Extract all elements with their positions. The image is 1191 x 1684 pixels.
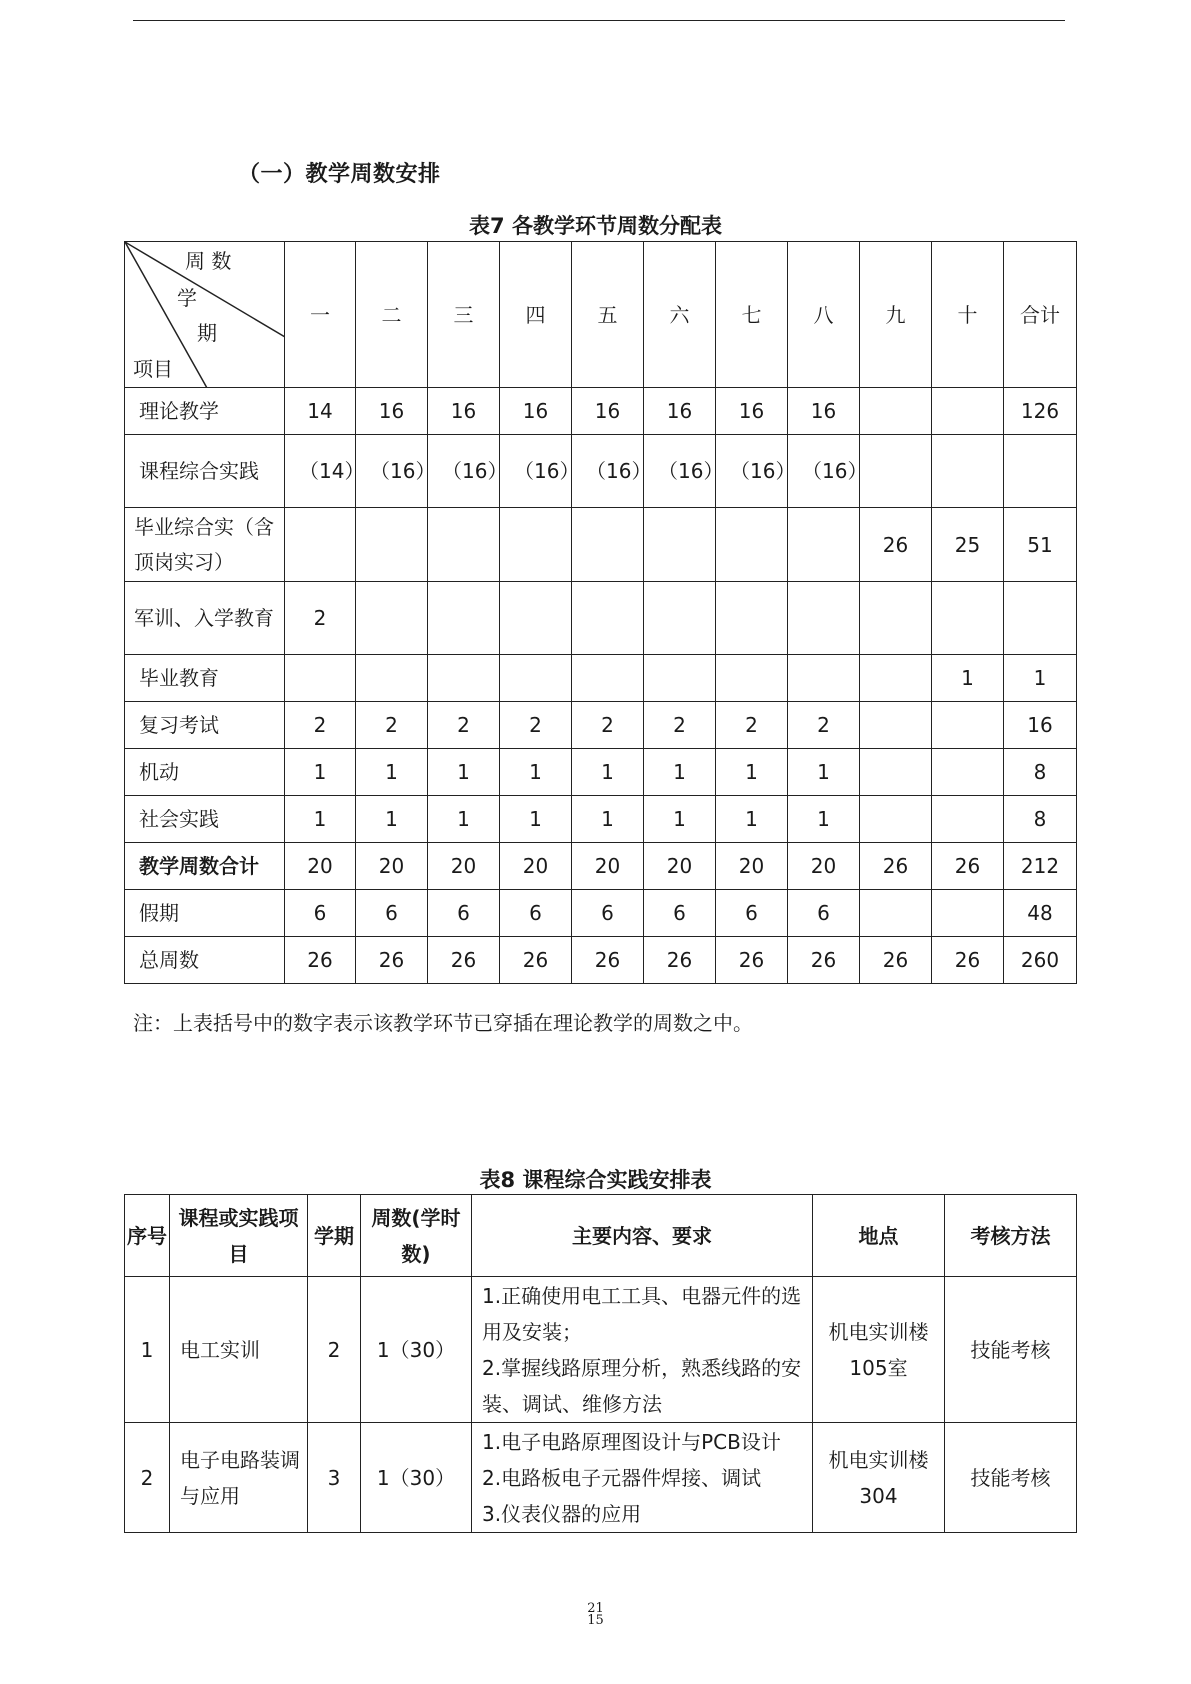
table-cell: 26 (644, 937, 716, 984)
table-cell: 2 (285, 702, 356, 749)
table7 (124, 241, 1077, 984)
table-cell: （14） (285, 435, 356, 508)
table-row (125, 508, 1077, 582)
cell-term: 2 (308, 1277, 361, 1423)
table-cell: 20 (428, 843, 500, 890)
cell-place: 机电实训楼105室 (813, 1277, 945, 1423)
cell-weeks: 1（30） (361, 1423, 472, 1533)
row-label: 机动 (125, 749, 285, 796)
page-number-top: 21 (587, 1601, 604, 1616)
header-course: 课程或实践项目 (170, 1195, 308, 1277)
table7-header-row (125, 242, 1077, 388)
table-cell: 1 (572, 749, 644, 796)
table-cell: 1 (716, 749, 788, 796)
table-row (125, 937, 1077, 984)
table-cell: 16 (500, 388, 572, 435)
table-cell: （16） (716, 435, 788, 508)
table-cell (356, 508, 428, 582)
table-cell: 2 (285, 582, 356, 655)
table-cell: 1 (285, 796, 356, 843)
table-cell (285, 508, 356, 582)
table-cell: 26 (932, 937, 1004, 984)
table-cell: 126 (1004, 388, 1077, 435)
table-cell: 16 (572, 388, 644, 435)
row-label: 毕业综合实（含顶岗实习） (125, 508, 285, 582)
corner-label-item: 项目 (133, 357, 173, 381)
table-cell: 1 (644, 796, 716, 843)
table-cell: 1 (500, 749, 572, 796)
header-content: 主要内容、要求 (472, 1195, 813, 1277)
table-cell: 26 (860, 843, 932, 890)
table-cell (356, 655, 428, 702)
table-cell (860, 388, 932, 435)
cell-seq: 1 (125, 1277, 170, 1423)
table-cell: 6 (572, 890, 644, 937)
table-cell: 20 (716, 843, 788, 890)
table-row (125, 1423, 1077, 1533)
col-header: 二 (356, 242, 428, 388)
table8-caption: 表8 课程综合实践安排表 (479, 1168, 712, 1192)
table-cell (932, 435, 1004, 508)
table-cell: 1 (356, 749, 428, 796)
table-cell: 16 (428, 388, 500, 435)
table-cell: 20 (788, 843, 860, 890)
header-exam: 考核方法 (945, 1195, 1077, 1277)
table-cell: 6 (644, 890, 716, 937)
page-number (0, 1603, 1191, 1627)
table-cell: 51 (1004, 508, 1077, 582)
table-cell (428, 508, 500, 582)
table7-note: 注：上表括号中的数字表示该教学环节已穿插在理论教学的周数之中。 (133, 1011, 753, 1035)
table-cell (860, 796, 932, 843)
row-label: 课程综合实践 (125, 435, 285, 508)
row-label: 社会实践 (125, 796, 285, 843)
table-cell: （16） (356, 435, 428, 508)
table-cell (644, 655, 716, 702)
table-cell (1004, 435, 1077, 508)
table-cell (356, 582, 428, 655)
table-row (125, 702, 1077, 749)
table-cell: 26 (716, 937, 788, 984)
header-place: 地点 (813, 1195, 945, 1277)
table-cell: 16 (788, 388, 860, 435)
content-line: 1.电子电路原理图设计与PCB设计 (482, 1429, 781, 1454)
cell-place: 机电实训楼304 (813, 1423, 945, 1533)
table-cell: 26 (356, 937, 428, 984)
table-cell: 6 (428, 890, 500, 937)
table-cell: 212 (1004, 843, 1077, 890)
cell-seq: 2 (125, 1423, 170, 1533)
table-cell: 6 (788, 890, 860, 937)
table-cell: （16） (788, 435, 860, 508)
table-cell: 2 (644, 702, 716, 749)
table-cell: （16） (428, 435, 500, 508)
table-cell: 6 (716, 890, 788, 937)
table-cell (860, 749, 932, 796)
corner-label-qi: 期 (197, 321, 217, 345)
table-row (125, 388, 1077, 435)
table-cell (788, 582, 860, 655)
row-label: 理论教学 (125, 388, 285, 435)
row-label: 假期 (125, 890, 285, 937)
table-cell (428, 582, 500, 655)
table-cell: 1 (788, 796, 860, 843)
table-cell (500, 582, 572, 655)
table-row (125, 1277, 1077, 1423)
cell-content (472, 1423, 813, 1533)
row-label: 教学周数合计 (125, 843, 285, 890)
table-cell (572, 655, 644, 702)
table-cell (860, 655, 932, 702)
table-cell: 1 (788, 749, 860, 796)
col-header: 六 (644, 242, 716, 388)
table-cell: 20 (572, 843, 644, 890)
corner-label-xue: 学 (177, 286, 197, 310)
corner-label-weeks: 周 数 (185, 249, 232, 273)
cell-exam: 技能考核 (945, 1277, 1077, 1423)
header-term: 学期 (308, 1195, 361, 1277)
table-cell (788, 655, 860, 702)
table-cell: 26 (788, 937, 860, 984)
col-header: 七 (716, 242, 788, 388)
col-header: 九 (860, 242, 932, 388)
table-cell: 2 (428, 702, 500, 749)
table-cell: 26 (572, 937, 644, 984)
row-label: 毕业教育 (125, 655, 285, 702)
table7-corner-cell (125, 242, 285, 388)
row-label: 军训、入学教育 (125, 582, 285, 655)
table-cell: 1 (932, 655, 1004, 702)
table-cell (500, 508, 572, 582)
table-row (125, 582, 1077, 655)
content-line: 2.掌握线路原理分析，熟悉线路的安装、调试、维修方法 (482, 1355, 802, 1416)
col-header: 一 (285, 242, 356, 388)
table-cell: （16） (644, 435, 716, 508)
table-cell: 26 (285, 937, 356, 984)
table-cell (716, 582, 788, 655)
cell-term: 3 (308, 1423, 361, 1533)
table7-caption: 表7 各教学环节周数分配表 (469, 214, 722, 238)
header-rule (133, 20, 1065, 21)
col-header: 三 (428, 242, 500, 388)
table-cell: 8 (1004, 796, 1077, 843)
table-cell: 1 (716, 796, 788, 843)
table8-header-row (125, 1195, 1077, 1277)
table-cell: 1 (356, 796, 428, 843)
content-line: 1.正确使用电工工具、电器元件的选用及安装； (482, 1283, 802, 1344)
table-cell: 1 (572, 796, 644, 843)
table-cell: 26 (428, 937, 500, 984)
table-cell (716, 508, 788, 582)
table-cell (932, 702, 1004, 749)
col-header: 四 (500, 242, 572, 388)
table-cell (644, 582, 716, 655)
cell-exam: 技能考核 (945, 1423, 1077, 1533)
table-cell: 20 (356, 843, 428, 890)
col-header: 八 (788, 242, 860, 388)
table-cell (716, 655, 788, 702)
table-row (125, 435, 1077, 508)
table-cell: 1 (1004, 655, 1077, 702)
table-cell: 26 (500, 937, 572, 984)
table-cell: 16 (1004, 702, 1077, 749)
table-cell (285, 655, 356, 702)
col-header: 十 (932, 242, 1004, 388)
content-line: 2.电路板电子元器件焊接、调试 (482, 1465, 762, 1490)
table-cell (500, 655, 572, 702)
table-cell: 8 (1004, 749, 1077, 796)
table-cell: 20 (644, 843, 716, 890)
row-label: 复习考试 (125, 702, 285, 749)
table-cell (932, 582, 1004, 655)
table-cell: 1 (428, 749, 500, 796)
table-cell (572, 508, 644, 582)
table-cell: 16 (644, 388, 716, 435)
table-cell: 2 (716, 702, 788, 749)
row-label: 总周数 (125, 937, 285, 984)
header-seq: 序号 (125, 1195, 170, 1277)
table-cell (932, 796, 1004, 843)
table-cell (428, 655, 500, 702)
table-cell: 2 (500, 702, 572, 749)
page-number-bottom: 15 (587, 1613, 604, 1628)
table-cell: 26 (860, 508, 932, 582)
table-cell (1004, 582, 1077, 655)
table-cell (644, 508, 716, 582)
table-row (125, 890, 1077, 937)
table-cell: 20 (285, 843, 356, 890)
table-cell (860, 702, 932, 749)
table-cell: 20 (500, 843, 572, 890)
table-row (125, 655, 1077, 702)
table-cell: （16） (500, 435, 572, 508)
cell-course: 电子电路装调与应用 (170, 1423, 308, 1533)
content-line: 3.仪表仪器的应用 (482, 1501, 642, 1526)
table-cell: 16 (356, 388, 428, 435)
table-cell (860, 582, 932, 655)
table-cell (932, 388, 1004, 435)
table-cell: 260 (1004, 937, 1077, 984)
cell-course: 电工实训 (170, 1277, 308, 1423)
table-cell: 1 (428, 796, 500, 843)
header-weeks: 周数(学时数) (361, 1195, 472, 1277)
cell-weeks: 1（30） (361, 1277, 472, 1423)
table-cell: 1 (644, 749, 716, 796)
table-cell: 6 (356, 890, 428, 937)
table-cell (860, 435, 932, 508)
col-header: 五 (572, 242, 644, 388)
table-cell: 26 (860, 937, 932, 984)
table-cell: 6 (500, 890, 572, 937)
table-cell: 2 (572, 702, 644, 749)
table-cell: 26 (932, 843, 1004, 890)
table-row (125, 749, 1077, 796)
table-cell (788, 508, 860, 582)
table-cell: 1 (285, 749, 356, 796)
table-cell (932, 890, 1004, 937)
table-cell (572, 582, 644, 655)
table-cell (860, 890, 932, 937)
section-heading: （一）教学周数安排 (238, 162, 441, 187)
cell-content (472, 1277, 813, 1423)
table-cell: 1 (500, 796, 572, 843)
table-cell: 2 (356, 702, 428, 749)
table-row-total (125, 843, 1077, 890)
table8 (124, 1194, 1077, 1533)
table-cell: 48 (1004, 890, 1077, 937)
table-row (125, 796, 1077, 843)
table-cell: 14 (285, 388, 356, 435)
table-cell (932, 749, 1004, 796)
table-cell: （16） (572, 435, 644, 508)
table-cell: 16 (716, 388, 788, 435)
col-header: 合计 (1004, 242, 1077, 388)
table-cell: 6 (285, 890, 356, 937)
table-cell: 2 (788, 702, 860, 749)
table-cell: 25 (932, 508, 1004, 582)
